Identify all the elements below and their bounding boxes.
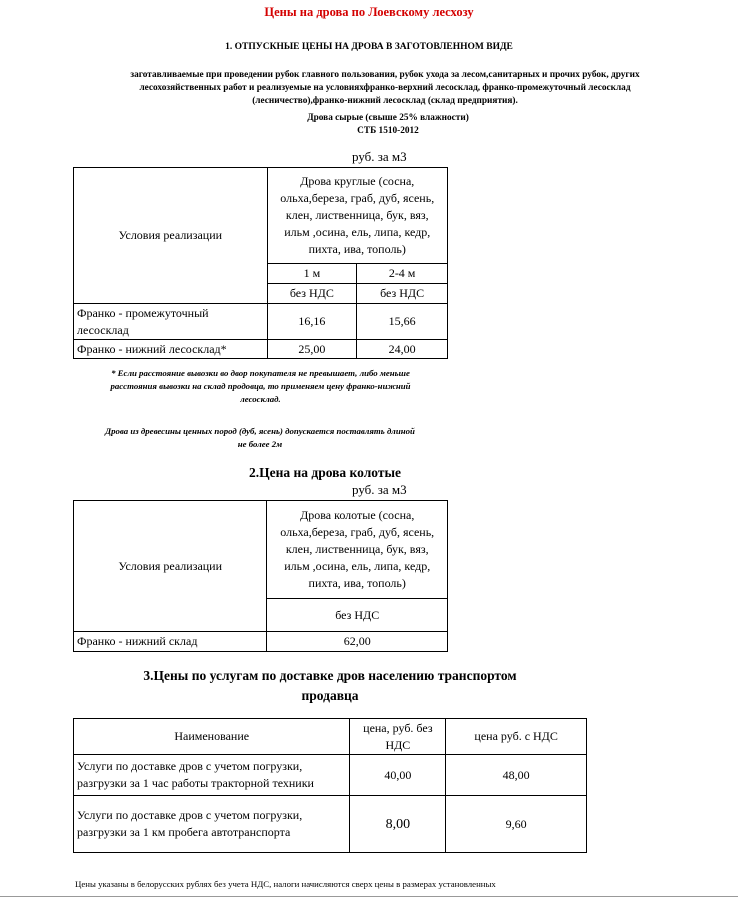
header-wood-line: пихта, ива, тополь) — [308, 242, 406, 256]
table-row — [74, 304, 448, 340]
standard-code: СТБ 1510-2012 — [357, 126, 419, 136]
row-price-vat: 9,60 — [446, 796, 587, 853]
service-name-line: Услуги по доставке дров с учетом погрузки, — [77, 808, 303, 822]
table-row — [74, 796, 587, 853]
table1-header-condition: Условия реализации — [74, 168, 268, 304]
row-price: 62,00 — [267, 632, 448, 652]
row-price: 8,00 — [350, 796, 446, 853]
header-wood-line: клен, лиственница, бук, вяз, — [285, 542, 429, 556]
intro-line: (лесничество),франко-нижний лесосклад (склад предприятия). — [252, 96, 518, 106]
header-wood-line: ольха,береза, граб, дуб, ясень, — [280, 191, 435, 205]
header-wood-line: ильм ,осина, ель, липа, кедр, — [284, 559, 431, 573]
table2-header-condition: Условия реализации — [74, 501, 267, 632]
row-price-vat: 48,00 — [446, 755, 587, 796]
header-wood-line: клен, лиственница, бук, вяз, — [285, 208, 429, 222]
table3 — [73, 718, 587, 853]
row-price: 40,00 — [350, 755, 446, 796]
row-condition — [74, 304, 268, 340]
humidity-note: Дрова сырые (свыше 25% влажности) — [307, 113, 469, 123]
row-condition: Франко - нижний лесосклад* — [74, 340, 268, 359]
valuable-wood-note — [60, 425, 460, 451]
table1-footnote — [73, 367, 448, 406]
table1-unit: руб. за м3 — [352, 149, 407, 164]
row-service-name — [74, 796, 350, 853]
table-row — [74, 632, 448, 652]
footer-note: Цены указаны в белорусских рублях без учета НДС, налоги начисляются сверх цены в размерах установленных — [75, 879, 496, 889]
section2-title: 2.Цена на дрова колотые — [248, 465, 402, 480]
service-name-line: разгрузки за 1 час работы тракторной техники — [77, 776, 314, 790]
table2-vat: без НДС — [267, 599, 448, 632]
row-price-1m: 25,00 — [267, 340, 357, 359]
row-condition-line: лесосклад — [77, 322, 129, 337]
header-wood-line: ильм ,осина, ель, липа, кедр, — [284, 225, 431, 239]
row-price-2-4m: 15,66 — [357, 304, 448, 340]
footnote-line: * Если расстояние вывозки во двор покупателя не превышает, либо меньше — [111, 368, 410, 378]
table2-unit: руб. за м3 — [352, 482, 407, 497]
table1-col1-vat: без НДС — [267, 284, 357, 304]
header-wood-line: Дрова круглые (сосна, — [300, 174, 415, 188]
page-title: Цены на дрова по Лоевскому лесхозу — [264, 5, 474, 19]
table3-header-price-vat: цена руб. с НДС — [446, 719, 587, 755]
table3-header-price — [350, 719, 446, 755]
row-condition: Франко - нижний склад — [74, 632, 267, 652]
intro-line: заготавливаемые при проведении рубок главного пользования, рубок ухода за лесом,санитарных и прочих рубок, других — [130, 70, 640, 80]
section3-title-line: 3.Цены по услугам по доставке дров населению транспортом — [143, 668, 517, 683]
intro-text — [80, 69, 690, 108]
section3-title-line: продавца — [301, 688, 359, 703]
row-price-1m: 16,16 — [267, 304, 357, 340]
section3-title — [73, 666, 587, 706]
header-price-line: цена, руб. без — [363, 720, 433, 735]
note-line: Дрова из древесины ценных пород (дуб, ясень) допускается поставлять длиной — [105, 426, 415, 436]
table2-header-wood — [267, 501, 448, 599]
table1-col1-length: 1 м — [267, 264, 357, 284]
table-row — [74, 755, 587, 796]
table1 — [73, 167, 448, 359]
table1-col2-vat: без НДС — [357, 284, 448, 304]
header-price-line: НДС — [385, 737, 411, 752]
service-name-line: Услуги по доставке дров с учетом погрузки, — [77, 759, 303, 773]
note-line: не более 2м — [237, 439, 283, 449]
row-price-2-4m: 24,00 — [357, 340, 448, 359]
table1-header-wood — [267, 168, 448, 264]
table2 — [73, 500, 448, 652]
table-row — [74, 340, 448, 359]
footnote-line: расстояния вывозки на склад продовца, то применяем цену франко-нижний — [110, 381, 411, 391]
service-name-line: разгрузки за 1 км пробега автотранспорта — [77, 825, 291, 839]
row-service-name — [74, 755, 350, 796]
header-wood-line: Дрова колотые (сосна, — [300, 508, 415, 522]
section1-title: 1. ОТПУСКНЫЕ ЦЕНЫ НА ДРОВА В ЗАГОТОВЛЕННОМ ВИДЕ — [225, 42, 513, 52]
row-condition-line: Франко - промежуточный — [77, 305, 209, 320]
header-wood-line: ольха,береза, граб, дуб, ясень, — [280, 525, 435, 539]
header-wood-line: пихта, ива, тополь) — [308, 576, 406, 590]
table1-col2-length: 2-4 м — [357, 264, 448, 284]
footnote-line: лесосклад. — [240, 394, 281, 404]
table3-header-name: Наименование — [74, 719, 350, 755]
intro-line: лесохозяйственных работ и реализуемые на условияхфранко-верхний лесосклад, франко-промежуточный лесосклад — [139, 83, 631, 93]
